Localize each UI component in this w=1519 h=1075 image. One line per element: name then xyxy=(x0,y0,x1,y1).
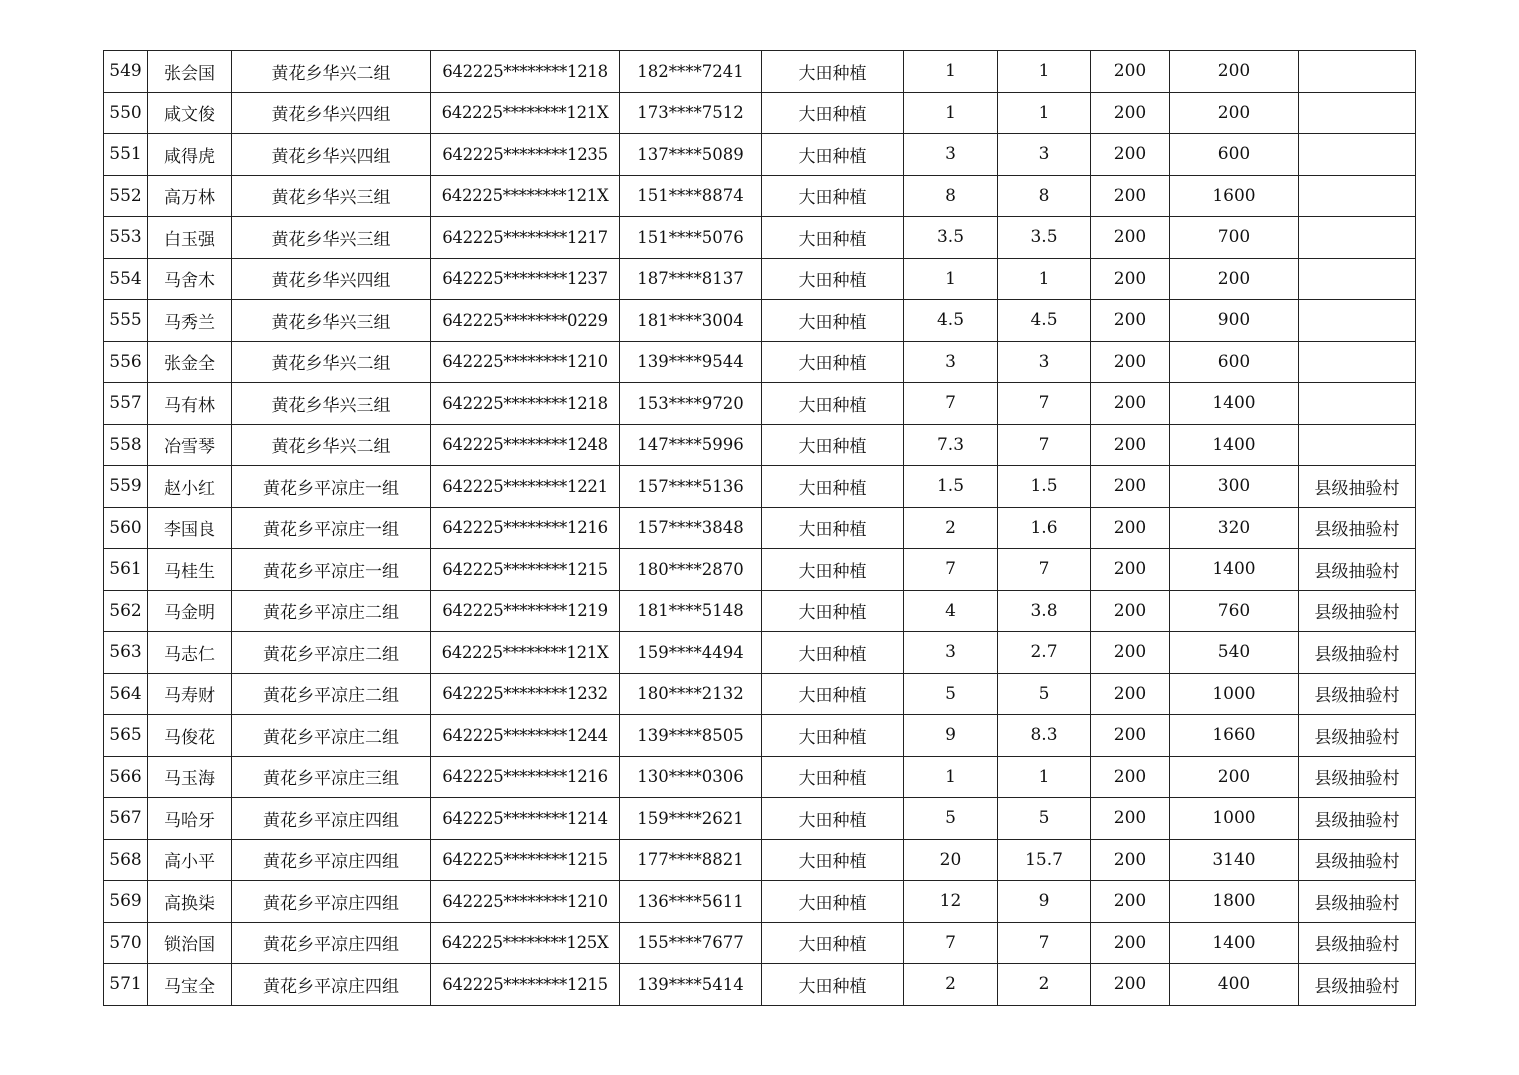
remark-cell xyxy=(1299,300,1416,342)
area-cell: 1 xyxy=(904,258,998,300)
row-number-cell: 550 xyxy=(104,92,148,134)
remark-cell: 县级抽验村 xyxy=(1299,881,1416,923)
verified-area-cell: 7 xyxy=(998,549,1091,591)
name-cell: 高万林 xyxy=(148,175,232,217)
rate-cell: 200 xyxy=(1091,715,1170,757)
phone-cell: 139****9544 xyxy=(620,341,762,383)
amount-cell: 300 xyxy=(1170,466,1299,508)
name-cell: 张会国 xyxy=(148,51,232,93)
area-cell: 4.5 xyxy=(904,300,998,342)
table-row xyxy=(104,673,1416,715)
area-cell: 2 xyxy=(904,964,998,1006)
name-cell: 马金明 xyxy=(148,590,232,632)
area-cell: 20 xyxy=(904,839,998,881)
phone-cell: 151****8874 xyxy=(620,175,762,217)
remark-cell: 县级抽验村 xyxy=(1299,466,1416,508)
phone-cell: 139****5414 xyxy=(620,964,762,1006)
row-number-cell: 570 xyxy=(104,922,148,964)
verified-area-cell: 3.5 xyxy=(998,217,1091,259)
verified-area-cell: 1 xyxy=(998,92,1091,134)
remark-cell: 县级抽验村 xyxy=(1299,839,1416,881)
phone-cell: 147****5996 xyxy=(620,424,762,466)
row-number-cell: 557 xyxy=(104,383,148,425)
table-row xyxy=(104,51,1416,93)
verified-area-cell: 8 xyxy=(998,175,1091,217)
verified-area-cell: 7 xyxy=(998,383,1091,425)
subsidy-table xyxy=(103,50,1416,1006)
area-cell: 7 xyxy=(904,383,998,425)
remark-cell: 县级抽验村 xyxy=(1299,756,1416,798)
amount-cell: 320 xyxy=(1170,507,1299,549)
table-row xyxy=(104,258,1416,300)
area-cell: 4 xyxy=(904,590,998,632)
project-type-cell: 大田种植 xyxy=(762,590,904,632)
table-row xyxy=(104,922,1416,964)
id-number-cell: 642225********1218 xyxy=(431,383,620,425)
id-number-cell: 642225********1214 xyxy=(431,798,620,840)
amount-cell: 1000 xyxy=(1170,673,1299,715)
project-type-cell: 大田种植 xyxy=(762,839,904,881)
phone-cell: 159****4494 xyxy=(620,632,762,674)
area-cell: 5 xyxy=(904,673,998,715)
name-cell: 赵小红 xyxy=(148,466,232,508)
verified-area-cell: 2 xyxy=(998,964,1091,1006)
address-cell: 黄花乡华兴四组 xyxy=(232,92,431,134)
table-row xyxy=(104,549,1416,591)
phone-cell: 182****7241 xyxy=(620,51,762,93)
address-cell: 黄花乡华兴三组 xyxy=(232,175,431,217)
address-cell: 黄花乡华兴四组 xyxy=(232,258,431,300)
name-cell: 张金全 xyxy=(148,341,232,383)
address-cell: 黄花乡平凉庄二组 xyxy=(232,715,431,757)
name-cell: 冶雪琴 xyxy=(148,424,232,466)
area-cell: 5 xyxy=(904,798,998,840)
rate-cell: 200 xyxy=(1091,217,1170,259)
project-type-cell: 大田种植 xyxy=(762,92,904,134)
rate-cell: 200 xyxy=(1091,964,1170,1006)
rate-cell: 200 xyxy=(1091,175,1170,217)
name-cell: 马秀兰 xyxy=(148,300,232,342)
row-number-cell: 555 xyxy=(104,300,148,342)
verified-area-cell: 3 xyxy=(998,341,1091,383)
amount-cell: 760 xyxy=(1170,590,1299,632)
row-number-cell: 559 xyxy=(104,466,148,508)
amount-cell: 1800 xyxy=(1170,881,1299,923)
amount-cell: 200 xyxy=(1170,756,1299,798)
area-cell: 1.5 xyxy=(904,466,998,508)
table-row xyxy=(104,300,1416,342)
rate-cell: 200 xyxy=(1091,466,1170,508)
amount-cell: 1400 xyxy=(1170,549,1299,591)
phone-cell: 159****2621 xyxy=(620,798,762,840)
project-type-cell: 大田种植 xyxy=(762,383,904,425)
phone-cell: 157****5136 xyxy=(620,466,762,508)
area-cell: 7.3 xyxy=(904,424,998,466)
row-number-cell: 567 xyxy=(104,798,148,840)
table-row xyxy=(104,466,1416,508)
amount-cell: 1600 xyxy=(1170,175,1299,217)
row-number-cell: 552 xyxy=(104,175,148,217)
name-cell: 高小平 xyxy=(148,839,232,881)
rate-cell: 200 xyxy=(1091,424,1170,466)
address-cell: 黄花乡平凉庄二组 xyxy=(232,632,431,674)
amount-cell: 700 xyxy=(1170,217,1299,259)
row-number-cell: 553 xyxy=(104,217,148,259)
table-row xyxy=(104,217,1416,259)
phone-cell: 180****2132 xyxy=(620,673,762,715)
address-cell: 黄花乡平凉庄四组 xyxy=(232,798,431,840)
phone-cell: 155****7677 xyxy=(620,922,762,964)
row-number-cell: 554 xyxy=(104,258,148,300)
verified-area-cell: 7 xyxy=(998,922,1091,964)
name-cell: 马玉海 xyxy=(148,756,232,798)
address-cell: 黄花乡华兴二组 xyxy=(232,341,431,383)
name-cell: 马宝全 xyxy=(148,964,232,1006)
remark-cell xyxy=(1299,51,1416,93)
row-number-cell: 571 xyxy=(104,964,148,1006)
area-cell: 1 xyxy=(904,756,998,798)
amount-cell: 1400 xyxy=(1170,383,1299,425)
amount-cell: 200 xyxy=(1170,92,1299,134)
remark-cell xyxy=(1299,134,1416,176)
id-number-cell: 642225********1221 xyxy=(431,466,620,508)
address-cell: 黄花乡平凉庄一组 xyxy=(232,549,431,591)
rate-cell: 200 xyxy=(1091,300,1170,342)
id-number-cell: 642225********1218 xyxy=(431,51,620,93)
id-number-cell: 642225********1215 xyxy=(431,964,620,1006)
verified-area-cell: 8.3 xyxy=(998,715,1091,757)
rate-cell: 200 xyxy=(1091,839,1170,881)
project-type-cell: 大田种植 xyxy=(762,922,904,964)
row-number-cell: 562 xyxy=(104,590,148,632)
phone-cell: 180****2870 xyxy=(620,549,762,591)
rate-cell: 200 xyxy=(1091,51,1170,93)
verified-area-cell: 2.7 xyxy=(998,632,1091,674)
name-cell: 马桂生 xyxy=(148,549,232,591)
verified-area-cell: 9 xyxy=(998,881,1091,923)
remark-cell xyxy=(1299,258,1416,300)
table-row xyxy=(104,964,1416,1006)
table-row xyxy=(104,632,1416,674)
verified-area-cell: 1 xyxy=(998,51,1091,93)
verified-area-cell: 3.8 xyxy=(998,590,1091,632)
rate-cell: 200 xyxy=(1091,632,1170,674)
table-row xyxy=(104,175,1416,217)
id-number-cell: 642225********1216 xyxy=(431,507,620,549)
name-cell: 锁治国 xyxy=(148,922,232,964)
row-number-cell: 566 xyxy=(104,756,148,798)
remark-cell xyxy=(1299,92,1416,134)
project-type-cell: 大田种植 xyxy=(762,715,904,757)
phone-cell: 151****5076 xyxy=(620,217,762,259)
row-number-cell: 549 xyxy=(104,51,148,93)
table-row xyxy=(104,756,1416,798)
id-number-cell: 642225********1217 xyxy=(431,217,620,259)
id-number-cell: 642225********1219 xyxy=(431,590,620,632)
name-cell: 马志仁 xyxy=(148,632,232,674)
table-row xyxy=(104,881,1416,923)
verified-area-cell: 1 xyxy=(998,756,1091,798)
row-number-cell: 563 xyxy=(104,632,148,674)
project-type-cell: 大田种植 xyxy=(762,134,904,176)
id-number-cell: 642225********1235 xyxy=(431,134,620,176)
table-row xyxy=(104,715,1416,757)
amount-cell: 600 xyxy=(1170,134,1299,176)
address-cell: 黄花乡平凉庄四组 xyxy=(232,881,431,923)
name-cell: 马俊花 xyxy=(148,715,232,757)
remark-cell xyxy=(1299,341,1416,383)
project-type-cell: 大田种植 xyxy=(762,424,904,466)
phone-cell: 153****9720 xyxy=(620,383,762,425)
address-cell: 黄花乡华兴四组 xyxy=(232,134,431,176)
address-cell: 黄花乡平凉庄四组 xyxy=(232,839,431,881)
rate-cell: 200 xyxy=(1091,341,1170,383)
remark-cell: 县级抽验村 xyxy=(1299,715,1416,757)
rate-cell: 200 xyxy=(1091,507,1170,549)
project-type-cell: 大田种植 xyxy=(762,175,904,217)
table-row xyxy=(104,424,1416,466)
amount-cell: 1400 xyxy=(1170,922,1299,964)
row-number-cell: 569 xyxy=(104,881,148,923)
remark-cell: 县级抽验村 xyxy=(1299,922,1416,964)
address-cell: 黄花乡平凉庄四组 xyxy=(232,964,431,1006)
area-cell: 3.5 xyxy=(904,217,998,259)
remark-cell xyxy=(1299,217,1416,259)
phone-cell: 157****3848 xyxy=(620,507,762,549)
phone-cell: 181****5148 xyxy=(620,590,762,632)
phone-cell: 137****5089 xyxy=(620,134,762,176)
id-number-cell: 642225********125X xyxy=(431,922,620,964)
name-cell: 李国良 xyxy=(148,507,232,549)
id-number-cell: 642225********1216 xyxy=(431,756,620,798)
phone-cell: 177****8821 xyxy=(620,839,762,881)
area-cell: 8 xyxy=(904,175,998,217)
id-number-cell: 642225********1237 xyxy=(431,258,620,300)
area-cell: 3 xyxy=(904,632,998,674)
table-row xyxy=(104,341,1416,383)
id-number-cell: 642225********1215 xyxy=(431,549,620,591)
row-number-cell: 565 xyxy=(104,715,148,757)
id-number-cell: 642225********1244 xyxy=(431,715,620,757)
project-type-cell: 大田种植 xyxy=(762,881,904,923)
row-number-cell: 558 xyxy=(104,424,148,466)
remark-cell: 县级抽验村 xyxy=(1299,549,1416,591)
rate-cell: 200 xyxy=(1091,881,1170,923)
id-number-cell: 642225********1215 xyxy=(431,839,620,881)
area-cell: 9 xyxy=(904,715,998,757)
project-type-cell: 大田种植 xyxy=(762,466,904,508)
project-type-cell: 大田种植 xyxy=(762,300,904,342)
table-row xyxy=(104,590,1416,632)
table-row xyxy=(104,134,1416,176)
row-number-cell: 564 xyxy=(104,673,148,715)
project-type-cell: 大田种植 xyxy=(762,964,904,1006)
address-cell: 黄花乡华兴二组 xyxy=(232,51,431,93)
amount-cell: 540 xyxy=(1170,632,1299,674)
table-row xyxy=(104,798,1416,840)
table-row xyxy=(104,92,1416,134)
rate-cell: 200 xyxy=(1091,92,1170,134)
rate-cell: 200 xyxy=(1091,383,1170,425)
phone-cell: 130****0306 xyxy=(620,756,762,798)
project-type-cell: 大田种植 xyxy=(762,756,904,798)
amount-cell: 400 xyxy=(1170,964,1299,1006)
area-cell: 12 xyxy=(904,881,998,923)
rate-cell: 200 xyxy=(1091,134,1170,176)
verified-area-cell: 4.5 xyxy=(998,300,1091,342)
name-cell: 马舍木 xyxy=(148,258,232,300)
amount-cell: 1000 xyxy=(1170,798,1299,840)
verified-area-cell: 15.7 xyxy=(998,839,1091,881)
verified-area-cell: 1.5 xyxy=(998,466,1091,508)
name-cell: 高换柒 xyxy=(148,881,232,923)
phone-cell: 187****8137 xyxy=(620,258,762,300)
row-number-cell: 560 xyxy=(104,507,148,549)
row-number-cell: 568 xyxy=(104,839,148,881)
rate-cell: 200 xyxy=(1091,549,1170,591)
address-cell: 黄花乡华兴三组 xyxy=(232,217,431,259)
amount-cell: 3140 xyxy=(1170,839,1299,881)
project-type-cell: 大田种植 xyxy=(762,507,904,549)
name-cell: 白玉强 xyxy=(148,217,232,259)
amount-cell: 1660 xyxy=(1170,715,1299,757)
amount-cell: 900 xyxy=(1170,300,1299,342)
remark-cell: 县级抽验村 xyxy=(1299,507,1416,549)
verified-area-cell: 5 xyxy=(998,798,1091,840)
address-cell: 黄花乡平凉庄一组 xyxy=(232,507,431,549)
address-cell: 黄花乡华兴三组 xyxy=(232,383,431,425)
address-cell: 黄花乡平凉庄四组 xyxy=(232,922,431,964)
address-cell: 黄花乡华兴三组 xyxy=(232,300,431,342)
area-cell: 1 xyxy=(904,92,998,134)
rate-cell: 200 xyxy=(1091,590,1170,632)
table-row xyxy=(104,383,1416,425)
remark-cell: 县级抽验村 xyxy=(1299,964,1416,1006)
remark-cell: 县级抽验村 xyxy=(1299,673,1416,715)
project-type-cell: 大田种植 xyxy=(762,51,904,93)
name-cell: 咸得虎 xyxy=(148,134,232,176)
phone-cell: 139****8505 xyxy=(620,715,762,757)
remark-cell xyxy=(1299,175,1416,217)
project-type-cell: 大田种植 xyxy=(762,673,904,715)
verified-area-cell: 1 xyxy=(998,258,1091,300)
id-number-cell: 642225********1210 xyxy=(431,881,620,923)
row-number-cell: 556 xyxy=(104,341,148,383)
amount-cell: 1400 xyxy=(1170,424,1299,466)
table-body xyxy=(104,51,1416,1006)
area-cell: 7 xyxy=(904,549,998,591)
area-cell: 3 xyxy=(904,341,998,383)
verified-area-cell: 7 xyxy=(998,424,1091,466)
area-cell: 2 xyxy=(904,507,998,549)
id-number-cell: 642225********121X xyxy=(431,175,620,217)
phone-cell: 181****3004 xyxy=(620,300,762,342)
rate-cell: 200 xyxy=(1091,756,1170,798)
verified-area-cell: 3 xyxy=(998,134,1091,176)
project-type-cell: 大田种植 xyxy=(762,258,904,300)
table-row xyxy=(104,507,1416,549)
rate-cell: 200 xyxy=(1091,922,1170,964)
project-type-cell: 大田种植 xyxy=(762,549,904,591)
remark-cell: 县级抽验村 xyxy=(1299,590,1416,632)
id-number-cell: 642225********1248 xyxy=(431,424,620,466)
address-cell: 黄花乡华兴二组 xyxy=(232,424,431,466)
phone-cell: 173****7512 xyxy=(620,92,762,134)
remark-cell xyxy=(1299,424,1416,466)
project-type-cell: 大田种植 xyxy=(762,217,904,259)
remark-cell: 县级抽验村 xyxy=(1299,632,1416,674)
verified-area-cell: 5 xyxy=(998,673,1091,715)
verified-area-cell: 1.6 xyxy=(998,507,1091,549)
area-cell: 3 xyxy=(904,134,998,176)
id-number-cell: 642225********1232 xyxy=(431,673,620,715)
remark-cell xyxy=(1299,383,1416,425)
rate-cell: 200 xyxy=(1091,798,1170,840)
name-cell: 马有林 xyxy=(148,383,232,425)
name-cell: 马哈牙 xyxy=(148,798,232,840)
id-number-cell: 642225********1210 xyxy=(431,341,620,383)
amount-cell: 200 xyxy=(1170,51,1299,93)
remark-cell: 县级抽验村 xyxy=(1299,798,1416,840)
area-cell: 7 xyxy=(904,922,998,964)
id-number-cell: 642225********0229 xyxy=(431,300,620,342)
name-cell: 咸文俊 xyxy=(148,92,232,134)
amount-cell: 600 xyxy=(1170,341,1299,383)
row-number-cell: 551 xyxy=(104,134,148,176)
project-type-cell: 大田种植 xyxy=(762,798,904,840)
rate-cell: 200 xyxy=(1091,258,1170,300)
address-cell: 黄花乡平凉庄二组 xyxy=(232,673,431,715)
phone-cell: 136****5611 xyxy=(620,881,762,923)
project-type-cell: 大田种植 xyxy=(762,341,904,383)
rate-cell: 200 xyxy=(1091,673,1170,715)
table-row xyxy=(104,839,1416,881)
amount-cell: 200 xyxy=(1170,258,1299,300)
project-type-cell: 大田种植 xyxy=(762,632,904,674)
id-number-cell: 642225********121X xyxy=(431,92,620,134)
name-cell: 马寿财 xyxy=(148,673,232,715)
row-number-cell: 561 xyxy=(104,549,148,591)
address-cell: 黄花乡平凉庄三组 xyxy=(232,756,431,798)
area-cell: 1 xyxy=(904,51,998,93)
address-cell: 黄花乡平凉庄一组 xyxy=(232,466,431,508)
address-cell: 黄花乡平凉庄二组 xyxy=(232,590,431,632)
id-number-cell: 642225********121X xyxy=(431,632,620,674)
